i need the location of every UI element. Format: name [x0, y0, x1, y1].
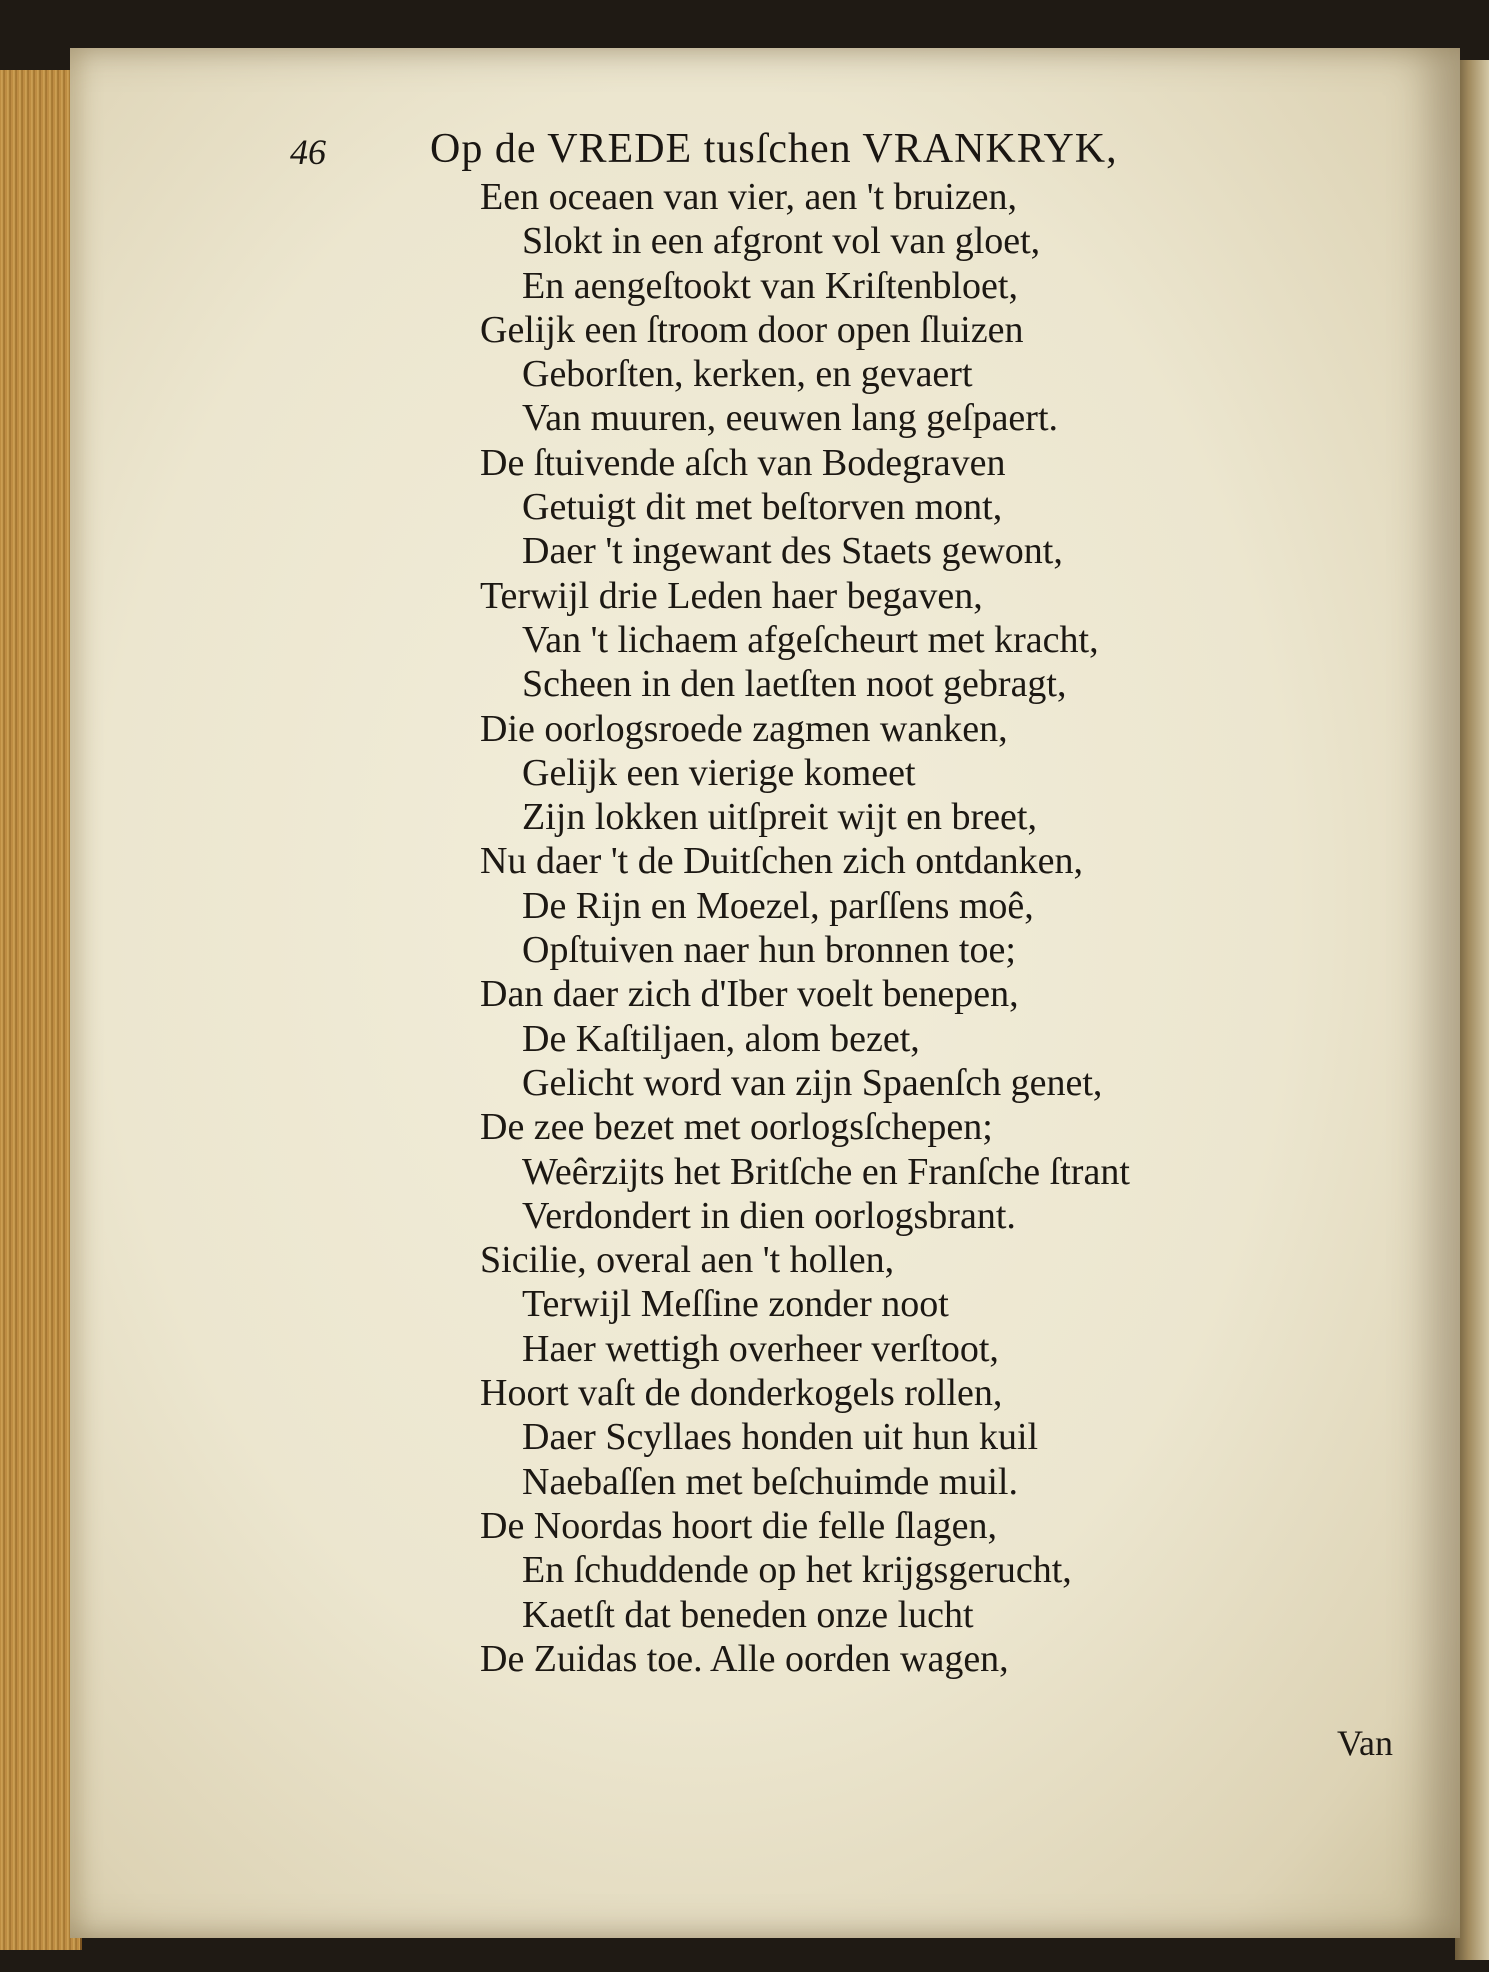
running-title: Op de VREDE tusſchen VRANKRYK,	[430, 126, 1118, 172]
poem-line: Daer 't ingewant des Staets gewont,	[522, 530, 1063, 573]
poem-line: Een oceaen van vier, aen 't bruizen,	[480, 176, 1018, 218]
poem-line: Sicilie, overal aen 't hollen,	[480, 1239, 895, 1282]
poem-line: Terwijl drie Leden haer begaven,	[480, 574, 983, 617]
poem-line: De Zuidas toe. Alle oorden wagen,	[480, 1637, 1009, 1680]
poem-line: Dan daer zich d'Iber voelt benepen,	[480, 973, 1019, 1016]
poem-line: Van 't lichaem afgeſcheurt met kracht,	[522, 618, 1099, 661]
poem-line: De zee bezet met oorlogsſchepen;	[480, 1106, 993, 1149]
poem-line: De Rijn en Moezel, parſſens moê,	[522, 884, 1034, 927]
poem-line: En aengeſtookt van Kriſtenbloet,	[522, 264, 1018, 307]
catchword: Van	[1337, 1723, 1393, 1763]
poem-line: Slokt in een afgront vol van gloet,	[522, 220, 1041, 263]
poem-line: Kaetſt dat beneden onze lucht	[522, 1593, 974, 1636]
poem-line: De Kaſtiljaen, alom bezet,	[522, 1017, 920, 1060]
poem-line: Scheen in den laetſten noot gebragt,	[522, 663, 1067, 706]
poem-line: Haer wettigh overheer verſtoot,	[522, 1327, 999, 1370]
poem-line: Terwijl Meſſine zonder noot	[522, 1283, 949, 1326]
poem-line: Getuigt dit met beſtorven mont,	[522, 486, 1003, 529]
poem-line: Geborſten, kerken, en gevaert	[522, 353, 973, 396]
poem-line: Die oorlogsroede zagmen wanken,	[480, 707, 1008, 750]
page-number: 46	[290, 132, 326, 172]
page-header	[290, 85, 1320, 172]
poem-line: Gelicht word van zijn Spaenſch genet,	[522, 1061, 1103, 1104]
poem-line: De Noordas hoort die felle ſlagen,	[480, 1504, 998, 1547]
poem-line: Hoort vaſt de donderkogels rollen,	[480, 1372, 1003, 1415]
poem-line: Gelijk een ſtroom door open ſluizen	[480, 308, 1024, 351]
poem-line: Van muuren, eeuwen lang geſpaert.	[522, 397, 1059, 440]
poem-line: De ſtuivende aſch van Bodegraven	[480, 441, 1006, 484]
poem-line: Verdondert in dien oorlogsbrant.	[522, 1194, 1016, 1237]
poem-text	[480, 175, 1280, 1681]
poem-line: Naebaſſen met beſchuimde muil.	[522, 1460, 1018, 1503]
poem-line: Zijn lokken uitſpreit wijt en breet,	[522, 796, 1037, 839]
poem-line: Daer Scyllaes honden uit hun kuil	[522, 1416, 1039, 1459]
poem-line: Gelijk een vierige komeet	[522, 751, 916, 794]
poem-line: Opſtuiven naer hun bronnen toe;	[522, 929, 1016, 972]
poem-line: Nu daer 't de Duitſchen zich ontdanken,	[480, 840, 1084, 883]
facing-page-edge	[1455, 60, 1489, 1960]
poem-line: En ſchuddende op het krijgsgerucht,	[522, 1549, 1072, 1592]
poem-line: Weêrzijts het Britſche en Franſche ſtrant	[522, 1150, 1130, 1193]
